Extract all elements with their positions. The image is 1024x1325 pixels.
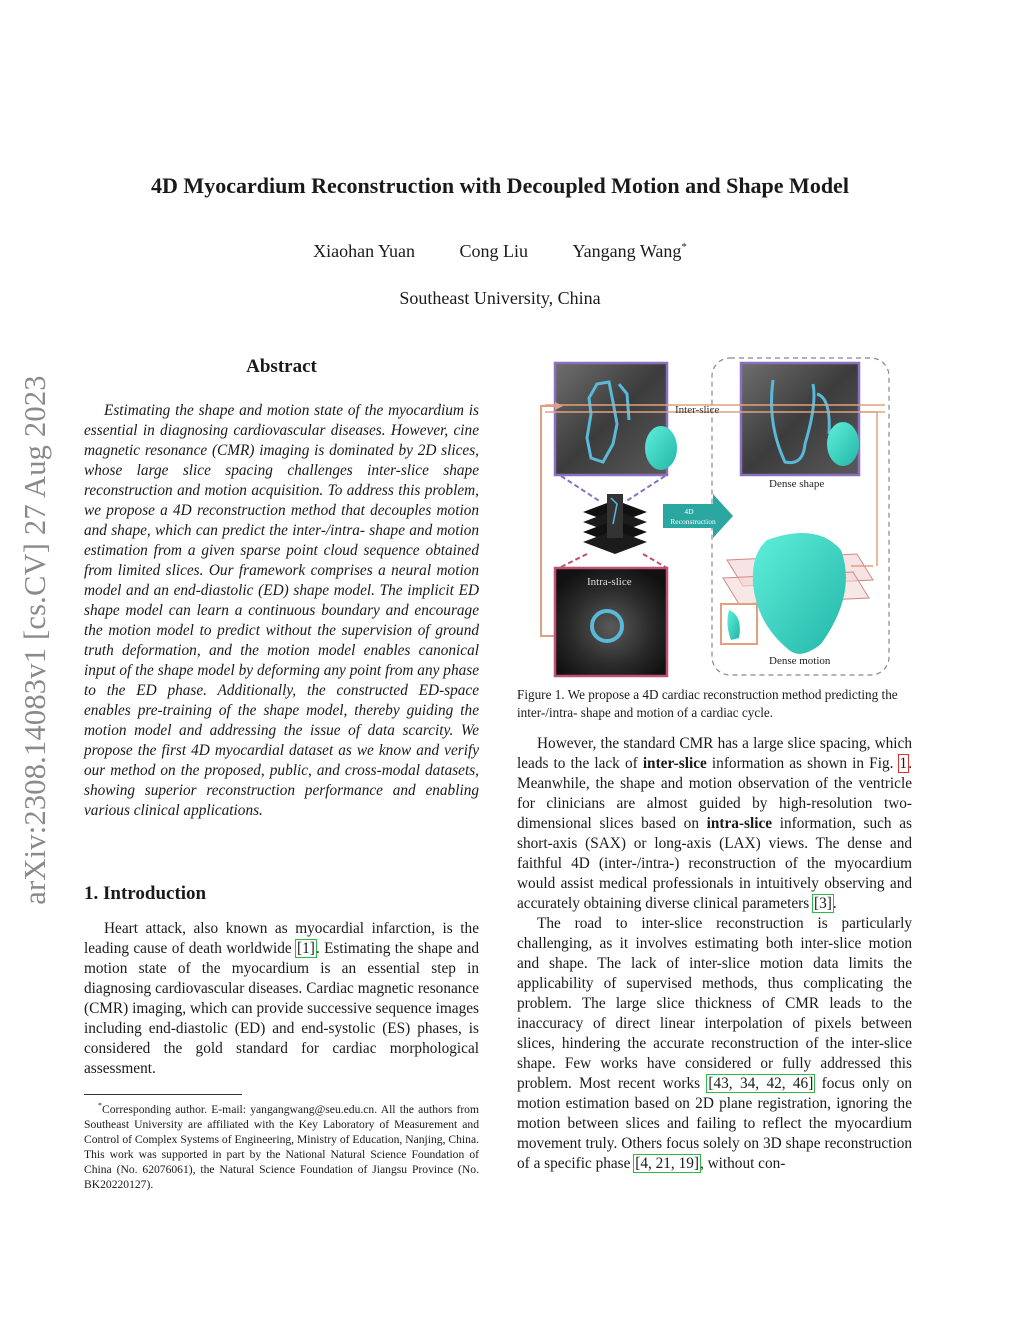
label-dense-shape: Dense shape: [769, 478, 825, 490]
intro-text-a: Heart attack, also known as myocardial infarction, is the leading cause of death worldwide: [84, 920, 479, 957]
right-column-text: [517, 734, 912, 1174]
author-1: Xiaohan Yuan: [313, 241, 415, 261]
citation-link[interactable]: [1]: [297, 940, 315, 957]
label-inter-slice: Inter-slice: [675, 404, 720, 416]
footnote-text: Corresponding author. E-mail: yangangwang@seu.edu.cn. All the authors from Southeast University are affiliated with the Key Laboratory of Measurement and Control of Complex Systems of Engineering, Ministry of Education, Nanjing, China. This work was supported in part by the National Natural Science Foundation of China (No. 62076061), the Natural Science Foundation of Jiangsu Province (No. BK20220127).: [84, 1102, 479, 1191]
p1-text-d: information, such as short-axis (SAX) or long-axis (LAX) views. The dense and faithful 4D (inter-/intra-) reconstruction of the myocardium would assist medical professionals in intuitively observing and accurately obtaining diverse clinical parameters: [517, 815, 912, 912]
p2-text-b: focus only on motion estimation based on 2D plane registration, ignoring the motion between slices and failing to reflect the myocardium movement truly. Others focus solely on 3D shape reconstruction of a specific phase: [517, 1075, 912, 1172]
figure-ref-link[interactable]: 1: [899, 755, 908, 772]
footnote-rule: [84, 1094, 242, 1095]
p2-text-a: The road to inter-slice reconstruction is particularly challenging, as it involves estimating both inter-slice motion and shape. The lack of inter-slice motion data limits the applicability of supervised methods, thus complicating the problem. The large slice thickness of CMR leads to the inaccuracy of direct linear interpolation of pixels between slices, hindering the accurate reconstruction of the inter-slice shape. Few works have considered or fully addressed this problem. Most recent works: [517, 915, 912, 1092]
label-4d: 4D: [684, 507, 694, 516]
p2-text-c: , without con-: [699, 1155, 786, 1172]
abstract-text: Estimating the shape and motion state of the myocardium is essential in diagnosing cardiovascular diseases. However, cine magnetic resonance (CMR) imaging is dominated by 2D slices, whose large slice spacing challenges inter-slice shape reconstruction and motion acquisition. To address this problem, we propose a 4D reconstruction method that decouples motion and shape, which can predict the inter-/intra- shape and motion estimation from a given sparse point cloud sequence obtained from limited slices. Our framework comprises a neural motion model and an end-diastolic (ED) shape model. The implicit ED shape model can learn a continuous boundary and encourage the motion model to predict without the supervision of ground truth deformation, and the motion model enables canonical input of the shape model by deforming any point from any phase to the ED phase. Additionally, the constructed ED-space enables pre-training of the shape model, thereby guiding the motion model and addressing the issue of data scarcity. We propose the first 4D myocardial dataset as we know and verify our method on the proposed, public, and cross-modal datasets, showing superior reconstruction performance and enabling various clinical applications.: [84, 402, 479, 819]
label-dense-motion: Dense motion: [769, 655, 831, 667]
affiliation: Southeast University, China: [399, 288, 601, 308]
reconstruction-arrow: [663, 494, 733, 538]
citation-link-group[interactable]: [43, 34, 42, 46]: [708, 1075, 814, 1092]
label-intra-slice: Intra-slice: [587, 576, 632, 588]
intro-text-b: . Estimating the shape and motion state of the myocardium is an essential step in diagnosing cardiovascular diseases. Cardiac magnetic resonance (CMR) imaging, which can provide successive sequence images including end-diastolic (ED) and end-systolic (ES) phases, is considered the gold standard for cardiac morphological assessment.: [84, 940, 480, 1077]
figure-1: [517, 354, 912, 679]
author-2: Cong Liu: [459, 241, 528, 261]
arxiv-sidebar-stamp: arXiv:2308.14083v1 [cs.CV] 27 Aug 2023: [18, 375, 52, 905]
p1-text-c: . Meanwhile, the shape and motion observation of the ventricle for clinicians are almost guided by high-resolution two-dimensional slices based on: [517, 755, 913, 832]
section-heading-introduction: 1. Introduction: [84, 883, 207, 904]
p1-text-a: However, the standard CMR has a large slice spacing, which leads to the lack of: [517, 735, 912, 772]
author-list: [0, 241, 1000, 262]
author-3: Yangang Wang*: [572, 241, 687, 261]
paper-title: 4D Myocardium Reconstruction with Decoupled Motion and Shape Model: [151, 173, 849, 198]
paragraph-1: [517, 734, 912, 914]
label-reconstruction: Reconstruction: [670, 517, 716, 526]
citation-link[interactable]: [3]: [814, 895, 832, 912]
p1-bold-inter-slice: inter-slice: [642, 755, 707, 772]
corresponding-mark: *: [681, 241, 687, 253]
abstract-heading: Abstract: [246, 356, 317, 377]
slice-stack: [583, 494, 647, 554]
footnote: [84, 1098, 479, 1192]
heart-mesh-small: [645, 426, 677, 470]
p1-bold-intra-slice: intra-slice: [706, 815, 773, 832]
footnote-mark: *: [98, 1101, 102, 1110]
p1-text-e: .: [832, 895, 837, 912]
heart-mesh-dense: [827, 422, 859, 466]
intro-paragraph: [84, 919, 479, 1079]
citation-link-group[interactable]: [4, 21, 19]: [635, 1155, 699, 1172]
paragraph-2: [517, 914, 912, 1174]
figure-caption: Figure 1. We propose a 4D cardiac reconstruction method predicting the inter-/intra- shape and motion of a cardiac cycle.: [517, 687, 898, 720]
p1-text-b: information as shown in Fig.: [706, 755, 899, 772]
